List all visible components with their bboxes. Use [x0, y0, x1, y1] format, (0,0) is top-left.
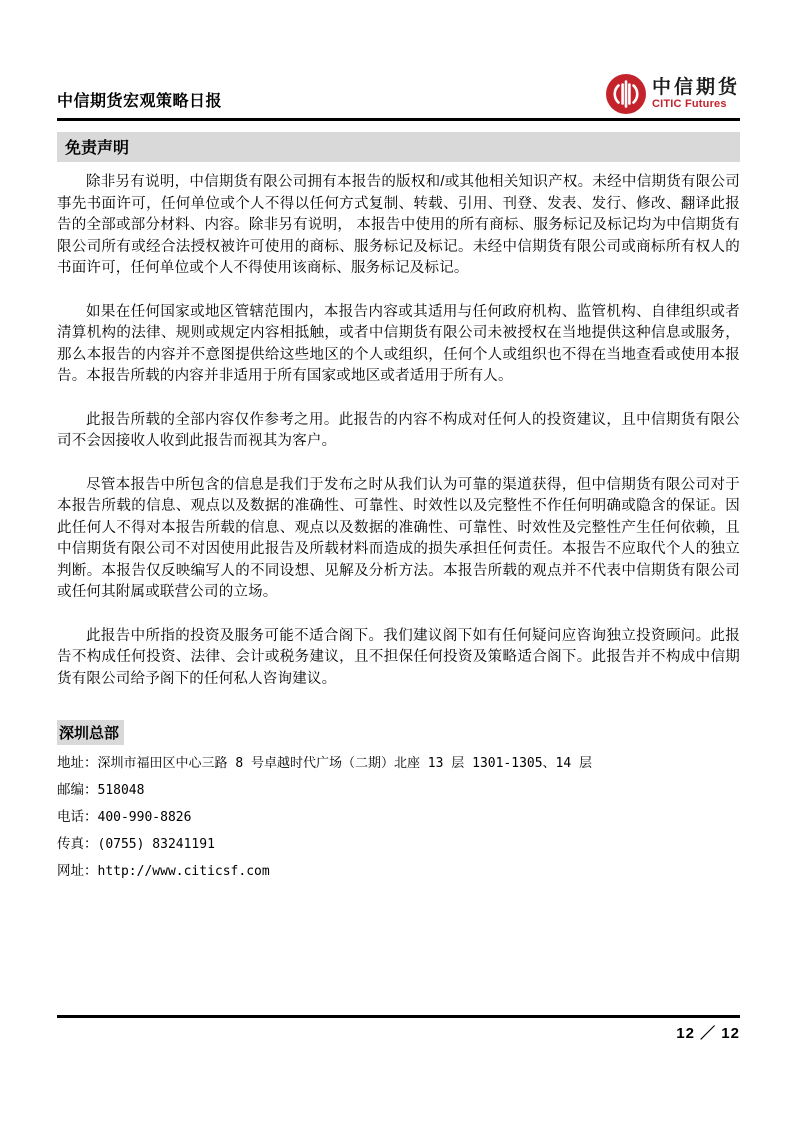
website-label: 网址： — [57, 863, 98, 878]
logo-english-name: CITIC Futures — [651, 98, 727, 110]
page-number: 12 ／ 12 — [676, 1025, 740, 1042]
fax-label: 传真： — [57, 836, 98, 851]
office-section — [57, 720, 740, 880]
disclaimer-heading: 免责声明 — [57, 132, 740, 162]
office-zipcode-line — [57, 781, 740, 799]
page-footer — [57, 1015, 740, 1043]
citic-futures-logo — [606, 74, 740, 114]
office-heading: 深圳总部 — [57, 720, 124, 745]
phone-value: 400-990-8826 — [97, 810, 192, 825]
report-title: 中信期货宏观策略日报 — [57, 93, 223, 110]
website-link[interactable]: http://www.citicsf.com — [97, 864, 270, 879]
disclaimer-paragraph: 除非另有说明，中信期货有限公司拥有本报告的版权和/或其他相关知识产权。未经中信期货有限公司事先书面许可，任何单位或个人不得以任何方式复制、转载、引用、刊登、发表、发行、修改、翻译此报告的全部或部分材料、内容。除非另有说明， 本报告中使用的所有商标、服务标记及标记均为中信期货有限公司所有或经合法授权被许可使用的商标、服务标记及标记。未经中信期货有限公司或商标所有权人的书面许可，任何单位或个人不得使用该商标、服务标记及标记。 — [57, 174, 740, 276]
header-divider — [57, 118, 740, 121]
disclaimer-paragraph: 此报告所载的全部内容仅作参考之用。此报告的内容不构成对任何人的投资建议，且中信期货有限公司不会因接收人收到此报告而视其为客户。 — [57, 411, 740, 449]
phone-label: 电话： — [57, 809, 98, 824]
citic-emblem-icon — [606, 74, 646, 114]
page-header — [57, 70, 740, 114]
zipcode-value: 518048 — [97, 783, 145, 798]
zipcode-label: 邮编： — [57, 782, 98, 797]
fax-value: (0755) 83241191 — [97, 837, 215, 852]
disclaimer-paragraph: 此报告中所指的投资及服务可能不适合阁下。我们建议阁下如有任何疑问应咨询独立投资顾问。此报告不构成任何投资、法律、会计或税务建议，且不担保任何投资及策略适合阁下。此报告并不构成中信期货有限公司给予阁下的任何私人咨询建议。 — [57, 627, 740, 687]
office-website-line — [57, 862, 740, 880]
logo-chinese-name: 中信期货 — [651, 77, 740, 98]
office-fax-line — [57, 835, 740, 853]
disclaimer-paragraph: 如果在任何国家或地区管辖范围内，本报告内容或其适用与任何政府机构、监管机构、自律组织或者清算机构的法律、规则或规定内容相抵触，或者中信期货有限公司未被授权在当地提供这种信息或服务，那么本报告的内容并不意图提供给这些地区的个人或组织，任何个人或组织也不得在当地查看或使用本报告。本报告所载的内容并非适用于所有国家或地区或者适用于所有人。 — [57, 303, 740, 384]
disclaimer-paragraph: 尽管本报告中所包含的信息是我们于发布之时从我们认为可靠的渠道获得，但中信期货有限公司对于本报告所载的信息、观点以及数据的准确性、可靠性、时效性以及完整性不作任何明确或隐含的保证。因此任何人不得对本报告所载的信息、观点以及数据的准确性、可靠性、时效性及完整性产生任何依赖，且中信期货有限公司不对因使用此报告及所载材料而造成的损失承担任何责任。本报告不应取代个人的独立判断。本报告仅反映编写人的不同设想、见解及分析方法。本报告所载的观点并不代表中信期货有限公司或任何其附属或联营公司的立场。 — [57, 476, 740, 600]
office-phone-line — [57, 808, 740, 826]
office-address-line — [57, 754, 740, 772]
logo-wordmark — [652, 78, 740, 110]
address-value: 深圳市福田区中心三路 8 号卓越时代广场（二期）北座 13 层 1301-1305、14 层 — [97, 756, 593, 771]
footer-divider — [57, 1015, 740, 1018]
address-label: 地址： — [57, 755, 98, 770]
disclaimer-body — [57, 172, 740, 690]
